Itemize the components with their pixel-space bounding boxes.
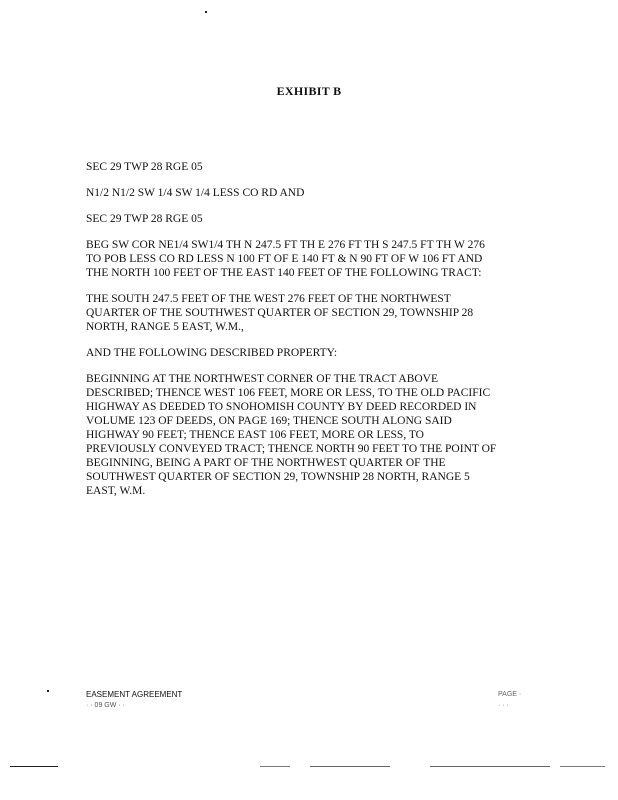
footer-document-name: EASEMENT AGREEMENT (86, 690, 183, 699)
scan-edge-line (260, 766, 290, 767)
footer-left (86, 689, 182, 711)
parcel-line-1: N1/2 N1/2 SW 1/4 SW 1/4 LESS CO RD AND (86, 187, 305, 199)
scan-edge-line (10, 766, 58, 767)
footer-page-code: · · · (498, 702, 509, 709)
metes-bounds-paragraph: BEG SW COR NE1/4 SW1/4 TH N 247.5 FT TH E 276 FT TH S 247.5 FT TH W 276 TO POB LESS CO RD LESS N 100 FT OF E 140 FT & N 90 FT OF W 106 FT AND THE NORTH 100 FEET OF THE EAST 140 FEET OF THE FOLLOWING TRACT: (86, 239, 485, 279)
exhibit-title: EXHIBIT B (276, 84, 342, 98)
section-line-1: SEC 29 TWP 28 RGE 05 (86, 161, 203, 173)
scan-edge-line (560, 766, 605, 767)
beginning-paragraph: BEGINNING AT THE NORTHWEST CORNER OF THE TRACT ABOVE DESCRIBED; THENCE WEST 106 FEET, MORE OR LESS, TO THE OLD PACIFIC HIGHWAY AS DEEDED TO SNOHOMISH COUNTY BY DEED RECORDED IN VOLUME 123 OF DEEDS, ON PAGE 169; THENCE SOUTH ALONG SAID HIGHWAY 90 FEET; THENCE EAST 106 FEET, MORE OR LESS, TO PREVIOUSLY CONVEYED TRACT; THENCE NORTH 90 FEET TO THE POINT OF BEGINNING, BEING A PART OF THE NORTHWEST QUARTER OF THE SOUTHWEST QUARTER OF SECTION 29, TOWNSHIP 28 NORTH, RANGE 5 EAST, W.M. (86, 373, 497, 497)
scan-edge-line (430, 766, 550, 767)
section-line-2: SEC 29 TWP 28 RGE 05 (86, 213, 203, 225)
scan-edge-line (310, 766, 390, 767)
footer-right (498, 689, 521, 711)
scan-speck (205, 11, 207, 13)
described-property-heading: AND THE FOLLOWING DESCRIBED PROPERTY: (86, 347, 338, 359)
legal-description (86, 160, 536, 510)
south-tract-paragraph: THE SOUTH 247.5 FEET OF THE WEST 276 FEET OF THE NORTHWEST QUARTER OF THE SOUTHWEST QUARTER OF SECTION 29, TOWNSHIP 28 NORTH, RANGE 5 EAST, W.M., (86, 293, 474, 333)
footer-document-code: · · 09 GW · · (86, 702, 125, 709)
scan-speck (47, 690, 49, 692)
footer-page-label: PAGE · (498, 691, 522, 698)
